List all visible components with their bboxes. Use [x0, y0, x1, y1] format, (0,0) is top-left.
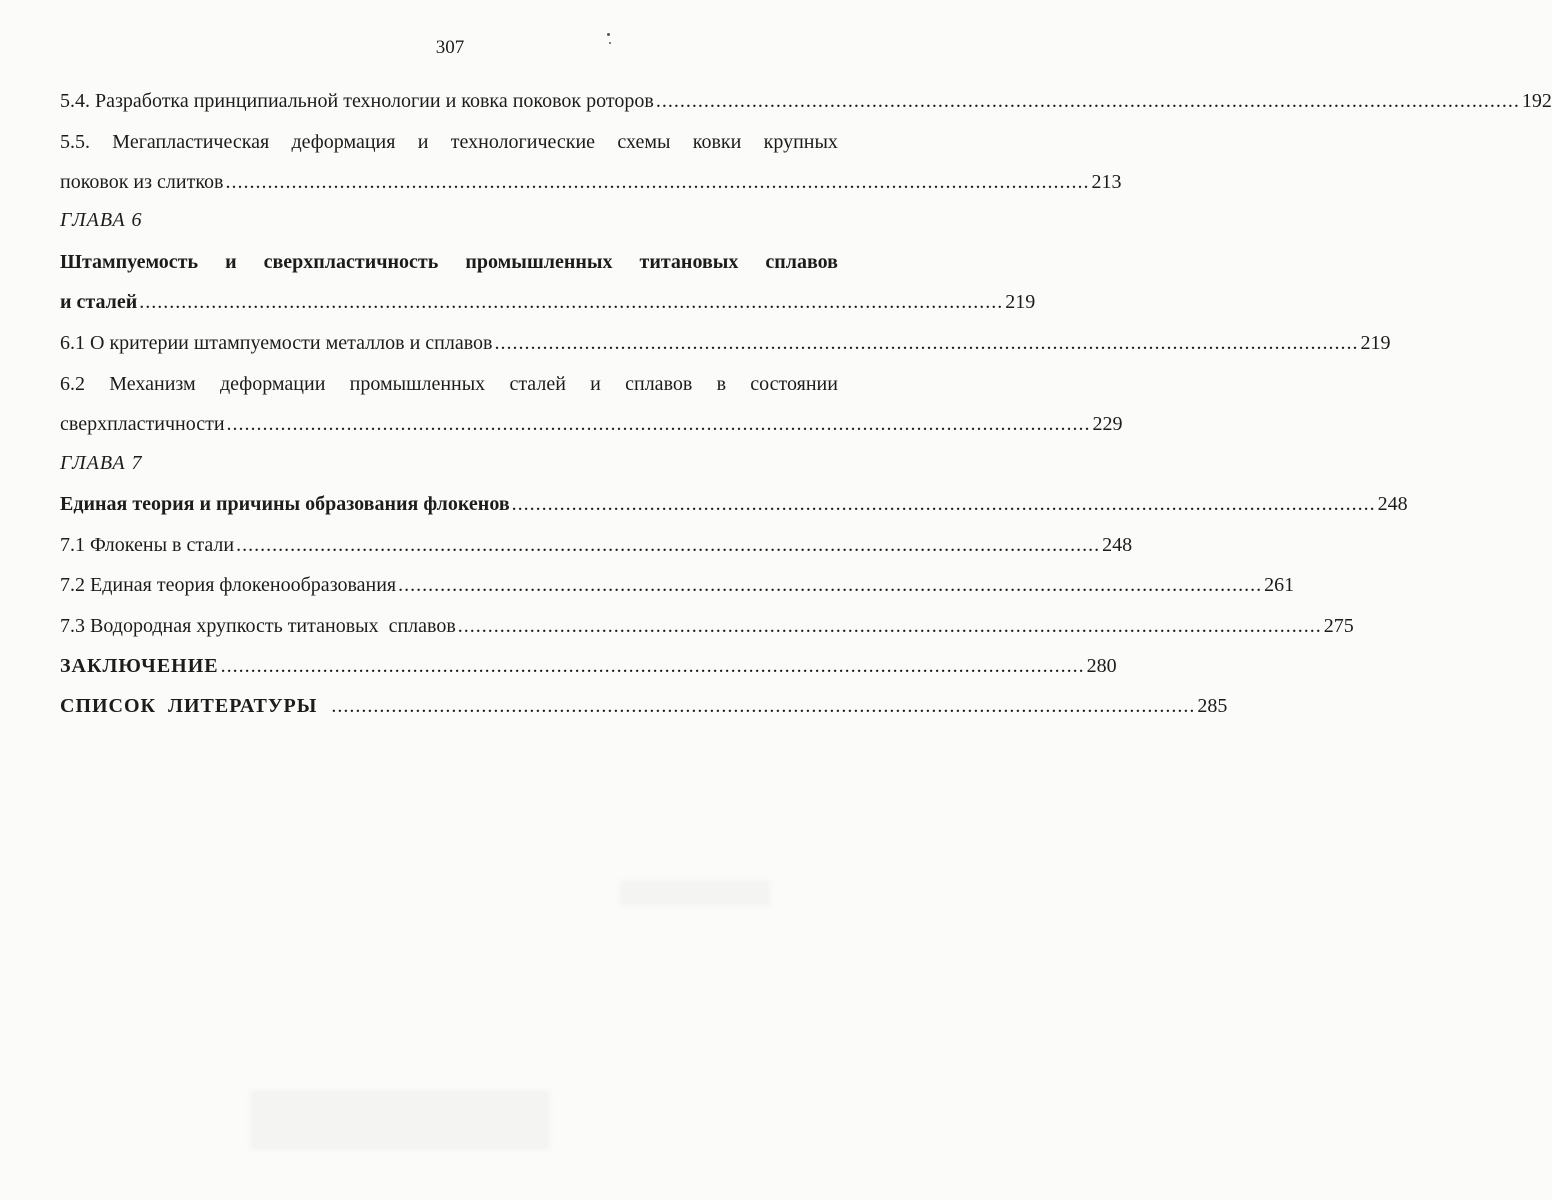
- word: Штампуемость: [60, 251, 199, 273]
- toc-entry-title: СПИСОК ЛИТЕРАТУРЫ: [60, 695, 318, 717]
- toc-entry-page: 280: [1086, 655, 1117, 677]
- dot-leader: ................................................................................................................................................: [139, 291, 1004, 313]
- toc-entry-6-2-line1[interactable]: [60, 372, 838, 396]
- word: сплавов: [625, 373, 693, 395]
- toc-entry-page: 248: [1377, 493, 1408, 515]
- scan-speck: [607, 33, 610, 36]
- toc-entry-title: сверхпластичности: [60, 413, 225, 435]
- word: сплавов: [765, 251, 838, 273]
- dot-leader: ................................................................................................................................................: [494, 332, 1359, 354]
- dot-leader: ................................................................................................................................................: [655, 90, 1520, 112]
- word: и: [225, 251, 237, 273]
- word: титановых: [639, 251, 739, 273]
- chapter-7-title[interactable]: [60, 492, 1408, 516]
- toc-entry-page: 213: [1091, 171, 1122, 193]
- toc-entry-7-3[interactable]: [60, 614, 1354, 638]
- word: состоянии: [750, 373, 838, 395]
- toc-entry-title: ЗАКЛЮЧЕНИЕ: [60, 655, 219, 677]
- word: промышленных: [349, 373, 486, 395]
- toc-entry-title: 7.2 Единая теория флокенообразования: [60, 574, 397, 596]
- word: Механизм: [109, 373, 196, 395]
- toc-entry-page: 229: [1092, 413, 1123, 435]
- dot-leader: ................................................................................................................................................: [226, 413, 1091, 435]
- dot-leader: ................................................................................................................................................: [236, 534, 1101, 556]
- show-through-shadow: [620, 880, 770, 906]
- toc-entry-7-1[interactable]: [60, 533, 1133, 557]
- toc-entry-6-2-line2[interactable]: [60, 412, 1123, 436]
- word: технологические: [450, 131, 596, 153]
- dot-leader: ................................................................................................................................................: [511, 493, 1376, 515]
- word: в: [716, 373, 727, 395]
- dot-leader: ................................................................................................................................................: [457, 615, 1322, 637]
- toc-entry-page: 285: [1197, 695, 1228, 717]
- toc-entry-title: 7.1 Флокены в стали: [60, 534, 235, 556]
- toc-entry-7-2[interactable]: [60, 573, 1295, 597]
- word: и: [590, 373, 601, 395]
- show-through-shadow: [250, 1090, 550, 1150]
- dot-leader: ................................................................................................................................................: [225, 171, 1090, 193]
- dot-leader: ................................................................................................................................................: [220, 655, 1085, 677]
- word: 5.5.: [60, 131, 90, 153]
- toc-entry-title: 7.3 Водородная хрупкость титановых сплавов: [60, 615, 456, 637]
- toc-entry-title: поковок из слитков: [60, 171, 224, 193]
- toc-entry-page: 219: [1360, 332, 1391, 354]
- chapter-6-title-line1[interactable]: [60, 250, 838, 274]
- word: 6.2: [60, 373, 85, 395]
- toc-entry-5-5-line1[interactable]: [60, 130, 838, 154]
- page-number: 307: [435, 37, 465, 58]
- word: сверхпластичность: [263, 251, 439, 273]
- toc-entry-6-1[interactable]: [60, 331, 1391, 355]
- chapter-6-title-line2[interactable]: [60, 290, 1036, 314]
- toc-entry-page: 248: [1102, 534, 1133, 556]
- toc-entry-5-4[interactable]: [60, 89, 1552, 113]
- toc-entry-title: 5.4. Разработка принципиальной технологии и ковка поковок роторов: [60, 90, 654, 112]
- word: промышленных: [465, 251, 613, 273]
- toc-entry-5-5-line2[interactable]: [60, 170, 1122, 194]
- toc-entry-title: и сталей: [60, 291, 138, 313]
- chapter-6-heading: ГЛАВА 6: [60, 209, 143, 231]
- toc-entry-title: 6.1 О критерии штампуемости металлов и сплавов: [60, 332, 493, 354]
- dot-leader: ................................................................................................................................................: [398, 574, 1263, 596]
- toc-entry-conclusion[interactable]: [60, 654, 1117, 678]
- toc-entry-references[interactable]: [60, 694, 1228, 718]
- word: деформация: [291, 131, 396, 153]
- toc-entry-title: Единая теория и причины образования флокенов: [60, 493, 510, 515]
- toc-entry-page: 275: [1323, 615, 1354, 637]
- chapter-7-heading: ГЛАВА 7: [60, 452, 143, 474]
- word: сталей: [509, 373, 566, 395]
- dot-leader: ................................................................................................................................................: [331, 695, 1196, 717]
- word: Мегапластическая: [112, 131, 270, 153]
- toc-entry-page: 192: [1521, 90, 1552, 112]
- toc-entry-page: 219: [1005, 291, 1036, 313]
- word: и: [417, 131, 429, 153]
- word: ковки: [692, 131, 742, 153]
- toc-entry-page: 261: [1264, 574, 1295, 596]
- word: схемы: [617, 131, 671, 153]
- word: крупных: [763, 131, 838, 153]
- word: деформации: [219, 373, 326, 395]
